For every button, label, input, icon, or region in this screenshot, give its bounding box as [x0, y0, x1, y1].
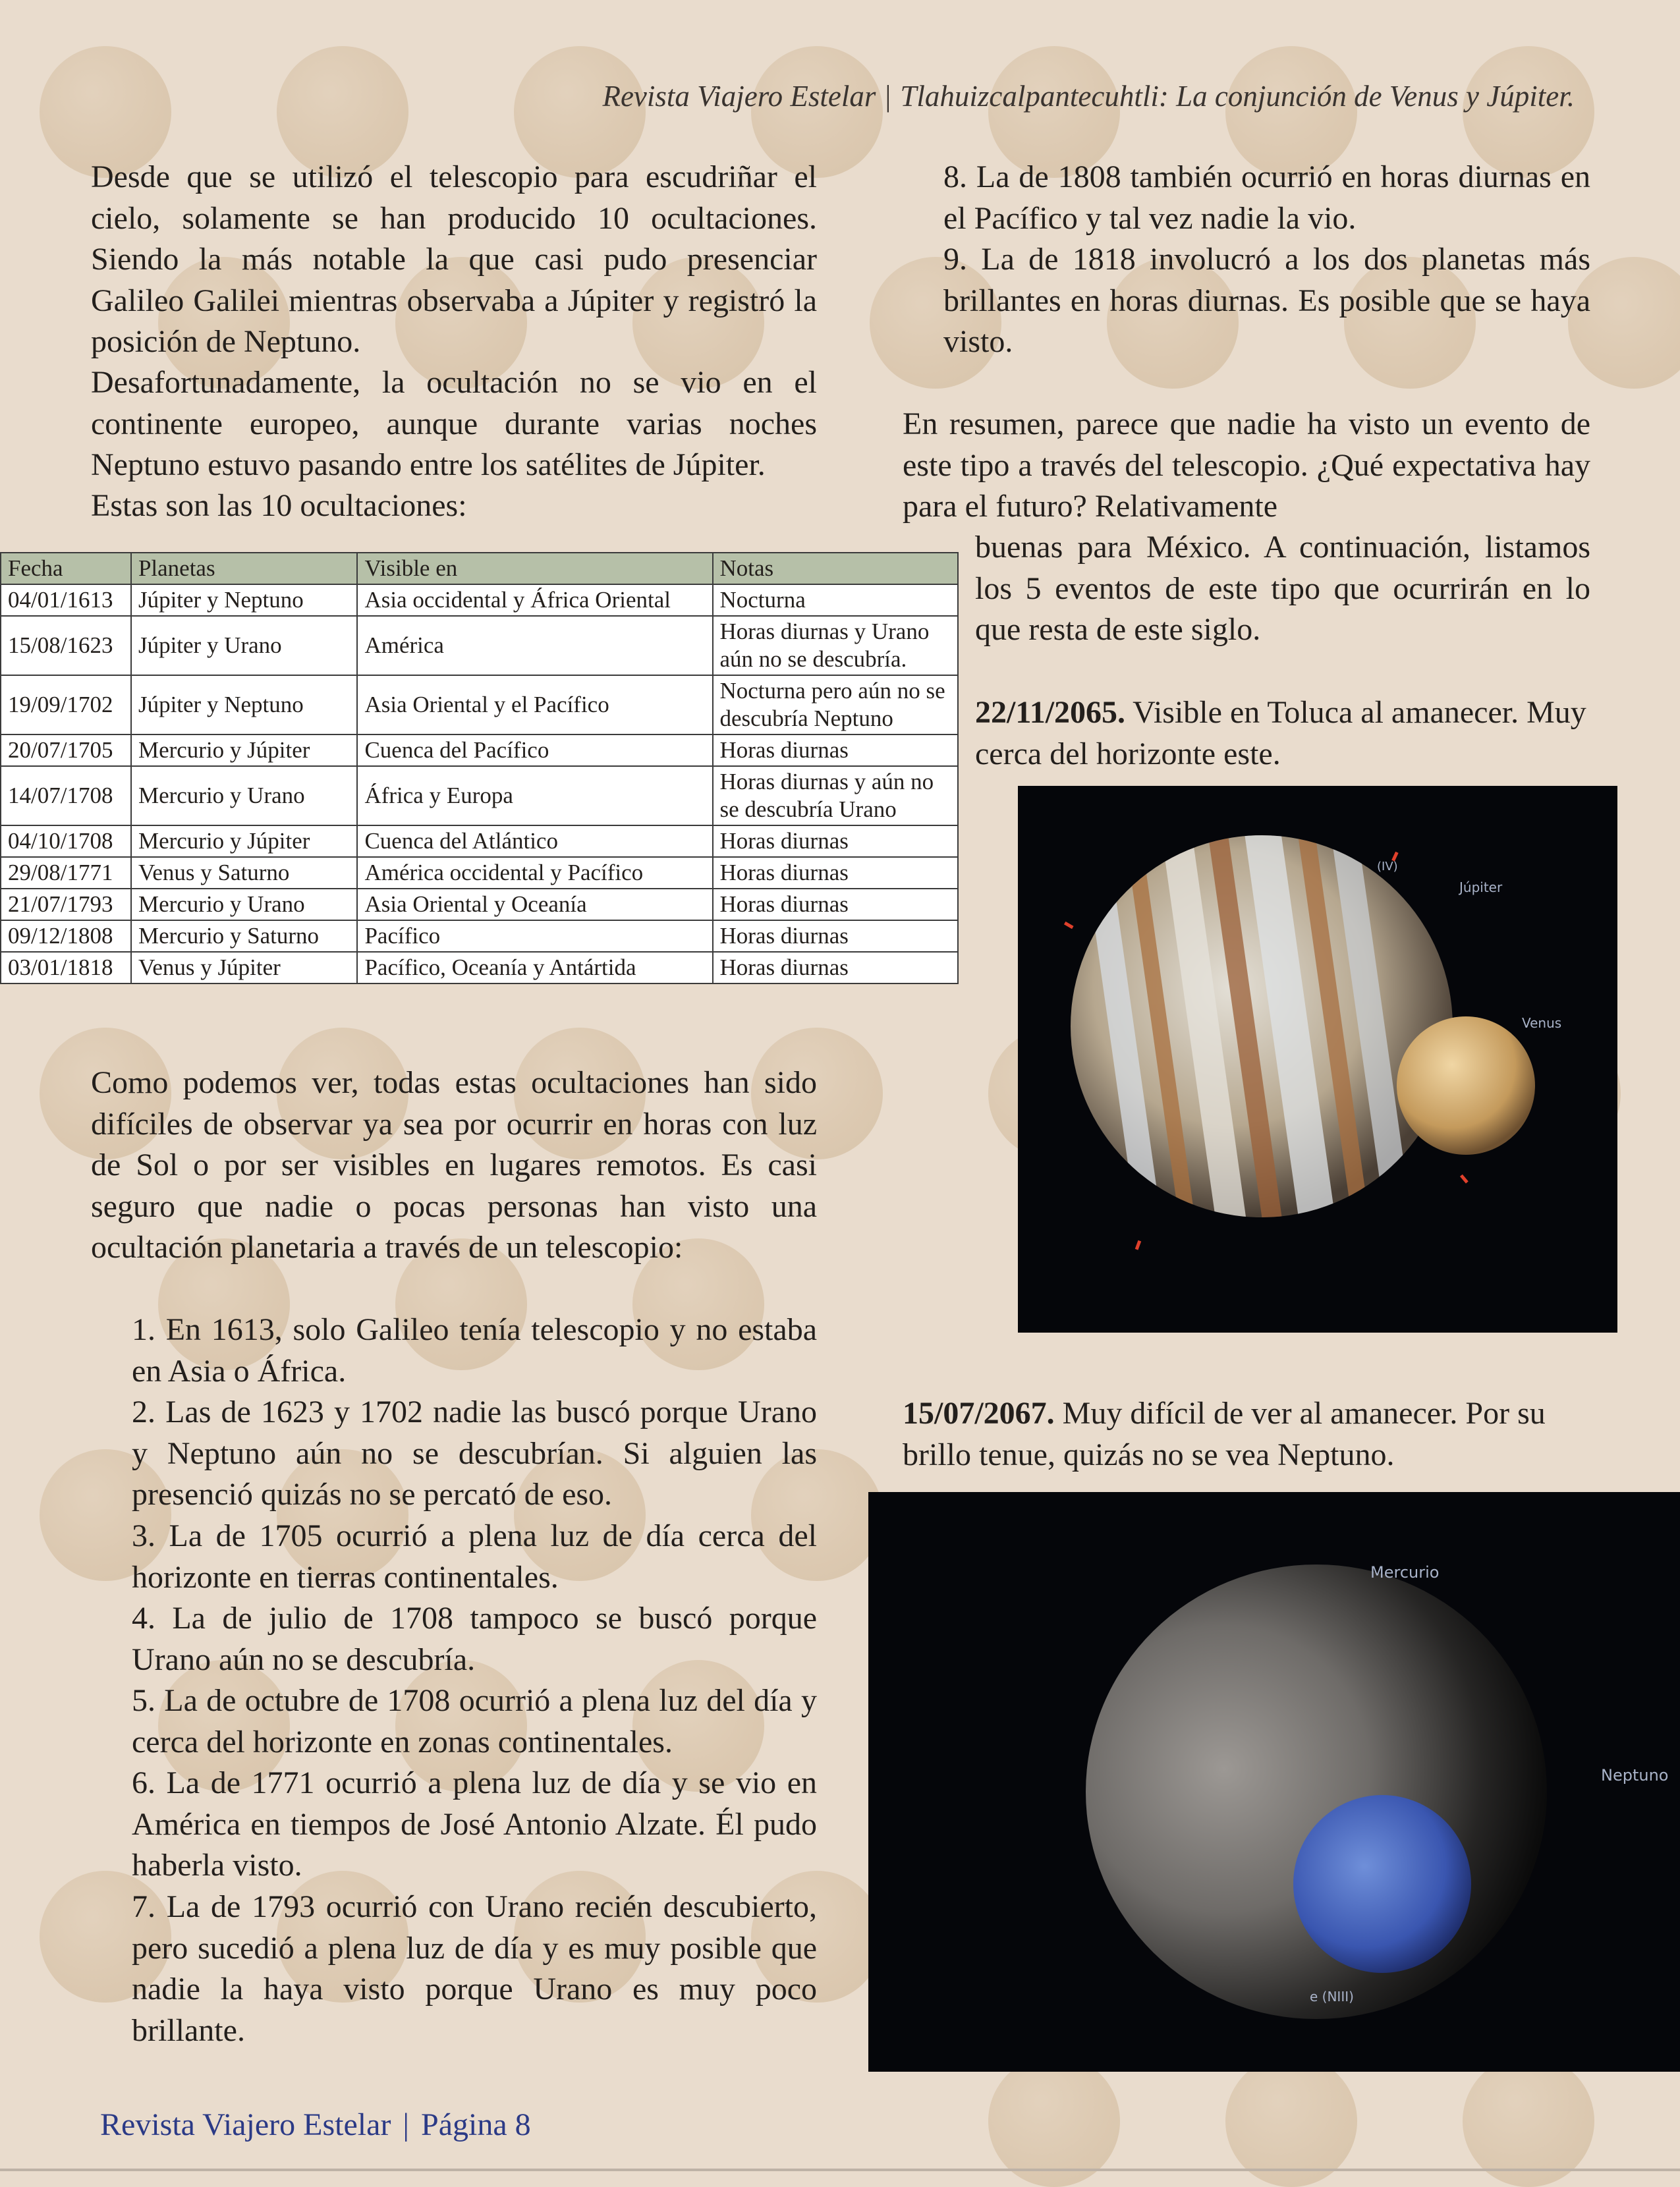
table-row — [1, 889, 958, 920]
table-row — [1, 952, 958, 983]
event-2067-text: Muy difícil de ver al amanecer. Por su brillo tenue, quizás no se vea Neptuno. — [903, 1396, 1546, 1472]
cell-date: 04/01/1613 — [1, 584, 131, 616]
cell-planets: Mercurio y Júpiter — [131, 734, 358, 766]
table-header-row — [1, 553, 958, 584]
cell-planets: Júpiter y Neptuno — [131, 584, 358, 616]
running-header — [567, 79, 1575, 113]
footer-separator: | — [403, 2107, 410, 2142]
cell-visible: Asia Oriental y el Pacífico — [357, 675, 712, 734]
cell-visible: Pacífico — [357, 920, 712, 952]
summary-paragraph-cont: buenas para México. A continuación, listamos los 5 eventos de este tipo que ocurrirán en lo que resta de este siglo. — [975, 530, 1590, 647]
table-intro: Estas son las 10 ocultaciones: — [91, 488, 467, 523]
cell-date: 21/07/1793 — [1, 889, 131, 920]
label-venus: Venus — [1522, 1015, 1562, 1031]
cell-planets: Mercurio y Saturno — [131, 920, 358, 952]
th-visible: Visible en — [357, 553, 712, 584]
label-neptune: Neptuno — [1601, 1766, 1669, 1785]
cell-visible: Cuenca del Pacífico — [357, 734, 712, 766]
footer-magazine: Revista Viajero Estelar — [100, 2107, 391, 2142]
cell-visible: Asia occidental y África Oriental — [357, 584, 712, 616]
cell-date: 03/01/1818 — [1, 952, 131, 983]
cell-notes: Horas diurnas y Urano aún no se descubría. — [713, 616, 959, 675]
table-row — [1, 920, 958, 952]
table-row — [1, 616, 958, 675]
mercury-planet — [1086, 1564, 1547, 2019]
list-item-3: 3. La de 1705 ocurrió a plena luz de día cerca del horizonte en tierras continentales. — [132, 1518, 817, 1595]
list-item-6: 6. La de 1771 ocurrió a plena luz de día y se vio en América en tiempos de José Antonio Alzate. Él pudo haberla visto. — [132, 1765, 817, 1883]
footer-page-number: Página 8 — [421, 2107, 531, 2142]
table-row — [1, 825, 958, 857]
cell-planets: Venus y Saturno — [131, 857, 358, 889]
cell-date: 20/07/1705 — [1, 734, 131, 766]
mercury-neptune-illustration — [868, 1492, 1680, 2072]
cell-notes: Horas diurnas — [713, 734, 959, 766]
table-row — [1, 675, 958, 734]
venus-planet — [1397, 1016, 1535, 1155]
cell-date: 29/08/1771 — [1, 857, 131, 889]
event-2065-text: Visible en Toluca al amanecer. Muy cerca del horizonte este. — [975, 695, 1586, 771]
cell-visible: Cuenca del Atlántico — [357, 825, 712, 857]
label-moon-iv: (IV) — [1377, 860, 1398, 873]
summary-paragraph: En resumen, parece que nadie ha visto un evento de este tipo a través del telescopio. ¿Qué expectativa hay para el futuro? Relativamente — [903, 406, 1590, 524]
cell-notes: Nocturna — [713, 584, 959, 616]
cell-notes: Nocturna pero aún no se descubría Neptuno — [713, 675, 959, 734]
page-footer — [100, 2107, 531, 2143]
th-planetas: Planetas — [131, 553, 358, 584]
cell-date: 09/12/1808 — [1, 920, 131, 952]
cell-notes: Horas diurnas — [713, 857, 959, 889]
cell-visible: Pacífico, Oceanía y Antártida — [357, 952, 712, 983]
intro-paragraph: Desde que se utilizó el telescopio para escudriñar el cielo, solamente se han producido 10 ocultaciones. Siendo la más notable la que casi pudo presenciar Galileo Galilei mientras observaba a Júpiter y registró la posición de Neptuno. — [91, 159, 817, 359]
header-separator: | — [885, 80, 891, 113]
label-mercury: Mercurio — [1370, 1563, 1440, 1582]
jupiter-venus-image — [1018, 786, 1617, 1333]
cell-visible: América — [357, 616, 712, 675]
mercury-neptune-image — [868, 1492, 1680, 2072]
cell-notes: Horas diurnas — [713, 825, 959, 857]
cell-planets: Júpiter y Urano — [131, 616, 358, 675]
cell-date: 19/09/1702 — [1, 675, 131, 734]
cell-notes: Horas diurnas — [713, 889, 959, 920]
cell-notes: Horas diurnas — [713, 952, 959, 983]
label-jupiter: Júpiter — [1459, 879, 1503, 895]
list-item-2: 2. Las de 1623 y 1702 nadie las buscó porque Urano y Neptuno aún no se descubrían. Si alguien las presenció quizás no se percató de eso. — [132, 1395, 817, 1512]
header-article-title: Tlahuizcalpantecuhtli: La conjunción de Venus y Júpiter. — [900, 80, 1575, 113]
neptune-planet — [1293, 1795, 1471, 1973]
analysis-paragraph: Como podemos ver, todas estas ocultaciones han sido difíciles de observar ya sea por ocurrir en horas con luz de Sol o por ser visibles en lugares remotos. Es casi seguro que nadie o pocas personas han visto una ocultación planetaria a través de un telescopio: — [91, 1065, 817, 1265]
event-2065-date: 22/11/2065. — [975, 695, 1126, 730]
th-fecha: Fecha — [1, 553, 131, 584]
list-item-5: 5. La de octubre de 1708 ocurrió a plena luz del día y cerca del horizonte en zonas continentales. — [132, 1683, 817, 1759]
jupiter-venus-illustration — [1018, 786, 1617, 1333]
list-item-8: 8. La de 1808 también ocurrió en horas diurnas en el Pacífico y tal vez nadie la vio. — [943, 159, 1590, 236]
cell-visible: África y Europa — [357, 766, 712, 825]
event-2067-date: 15/07/2067. — [903, 1396, 1055, 1431]
cell-date: 15/08/1623 — [1, 616, 131, 675]
second-paragraph: Desafortunadamente, la ocultación no se vio en el continente europeo, aunque durante varias noches Neptuno estuvo pasando entre los satélites de Júpiter. — [91, 365, 817, 482]
cell-planets: Mercurio y Urano — [131, 889, 358, 920]
table-row — [1, 584, 958, 616]
list-item-1: 1. En 1613, solo Galileo tenía telescopio y no estaba en Asia o África. — [132, 1312, 817, 1389]
cell-planets: Mercurio y Urano — [131, 766, 358, 825]
occultations-table — [0, 552, 959, 984]
cell-notes: Horas diurnas y aún no se descubría Urano — [713, 766, 959, 825]
event-2067 — [903, 1393, 1590, 1476]
th-notas: Notas — [713, 553, 959, 584]
cell-date: 04/10/1708 — [1, 825, 131, 857]
cell-planets: Mercurio y Júpiter — [131, 825, 358, 857]
table-row — [1, 766, 958, 825]
cell-visible: Asia Oriental y Oceanía — [357, 889, 712, 920]
cell-notes: Horas diurnas — [713, 920, 959, 952]
list-item-7: 7. La de 1793 ocurrió con Urano recién descubierto, pero sucedió a plena luz de día y es muy posible que nadie la haya visto porque Urano es muy poco brillante. — [132, 1889, 817, 2048]
cell-date: 14/07/1708 — [1, 766, 131, 825]
event-2065 — [975, 692, 1590, 775]
list-item-9: 9. La de 1818 involucró a los dos planetas más brillantes en horas diurnas. Es posible que se haya visto. — [943, 242, 1590, 359]
cell-planets: Júpiter y Neptuno — [131, 675, 358, 734]
cell-visible: América occidental y Pacífico — [357, 857, 712, 889]
label-moon-niii: e (NIII) — [1310, 1989, 1354, 2005]
table-row — [1, 734, 958, 766]
bottom-rule — [0, 2169, 1680, 2171]
header-magazine: Revista Viajero Estelar — [602, 80, 876, 113]
cell-planets: Venus y Júpiter — [131, 952, 358, 983]
list-item-4: 4. La de julio de 1708 tampoco se buscó porque Urano aún no se descubría. — [132, 1601, 817, 1677]
table-row — [1, 857, 958, 889]
